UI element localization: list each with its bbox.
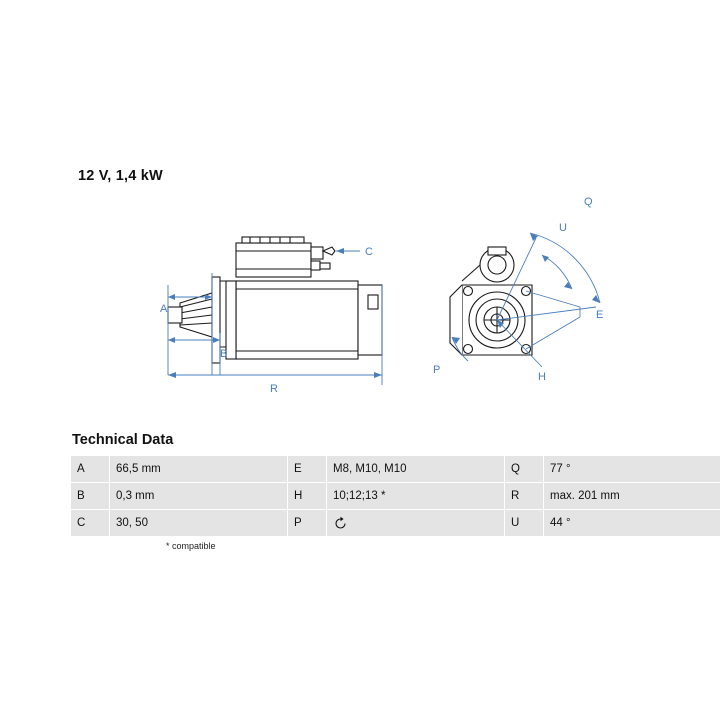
cell-key-a: A xyxy=(71,456,110,483)
table-row xyxy=(71,483,720,510)
label-b: B xyxy=(220,348,228,360)
cell-val-u: 44 ° xyxy=(544,510,720,537)
cell-key-q: Q xyxy=(505,456,544,483)
starter-motor-drawing xyxy=(60,185,660,425)
technical-data-section xyxy=(70,432,650,551)
table-row xyxy=(71,510,720,537)
label-c: C xyxy=(365,246,373,258)
cell-val-r: max. 201 mm xyxy=(544,483,720,510)
starter-front-view xyxy=(450,247,532,355)
cell-key-c: C xyxy=(71,510,110,537)
cell-key-u: U xyxy=(505,510,544,537)
label-h: H xyxy=(538,371,546,383)
label-q: Q xyxy=(584,196,593,208)
starter-side-view xyxy=(168,237,382,363)
cell-val-p xyxy=(327,510,505,537)
table-footnote: * compatible xyxy=(166,541,216,551)
cell-key-e: E xyxy=(288,456,327,483)
page-title: 12 V, 1,4 kW xyxy=(78,168,163,184)
cell-val-a: 66,5 mm xyxy=(110,456,288,483)
label-e: E xyxy=(596,309,604,321)
technical-data-title: Technical Data xyxy=(72,432,174,448)
cell-val-c: 30, 50 xyxy=(110,510,288,537)
cell-val-q: 77 ° xyxy=(544,456,720,483)
cell-key-r: R xyxy=(505,483,544,510)
cell-val-b: 0,3 mm xyxy=(110,483,288,510)
table-row xyxy=(71,456,720,483)
label-p: P xyxy=(433,364,441,376)
label-a: A xyxy=(160,303,168,315)
drawing-svg xyxy=(60,185,660,425)
cell-key-h: H xyxy=(288,483,327,510)
cell-key-b: B xyxy=(71,483,110,510)
cell-key-p: P xyxy=(288,510,327,537)
label-r: R xyxy=(270,383,278,395)
technical-data-table xyxy=(70,455,720,537)
cell-val-h: 10;12;13 * xyxy=(327,483,505,510)
label-u: U xyxy=(559,222,567,234)
cell-val-e: M8, M10, M10 xyxy=(327,456,505,483)
rotation-direction-icon xyxy=(333,516,348,531)
